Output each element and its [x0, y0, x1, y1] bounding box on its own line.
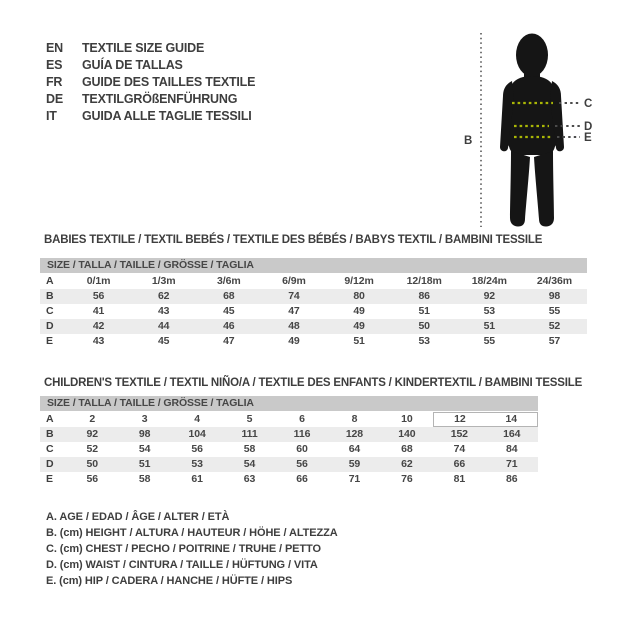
table-row [40, 289, 587, 304]
table-cell: 63 [243, 473, 256, 485]
children-table-rows [40, 412, 538, 487]
table-cell: 12/18m [406, 275, 442, 287]
table-cell: 58 [243, 443, 256, 455]
language-title: GUÍA DE TALLAS [82, 58, 183, 72]
table-cell: 56 [191, 443, 203, 455]
language-title: TEXTILE SIZE GUIDE [82, 41, 205, 55]
language-title-list [46, 40, 255, 125]
table-cell: 50 [418, 320, 430, 332]
language-row [46, 108, 255, 125]
table-cell: 68 [223, 290, 235, 302]
table-row [40, 457, 538, 472]
table-cell: 98 [138, 428, 151, 440]
legend-line-hip: E. (cm) HIP / CADERA / HANCHE / HÜFTE / HIPS [46, 575, 293, 587]
language-row [46, 91, 255, 108]
table-cell: 51 [418, 305, 430, 317]
table-cell: 0/1m [86, 275, 111, 287]
size-header-bar: SIZE / TALLA / TAILLE / GRÖSSE / TAGLIA [40, 396, 538, 411]
language-row [46, 57, 255, 74]
table-cell: 54 [243, 458, 256, 470]
table-row [40, 442, 538, 457]
table-cell: 47 [288, 305, 300, 317]
table-cell: 56 [92, 290, 105, 302]
children-section-title: CHILDREN'S TEXTILE / TEXTIL NIÑO/A / TEXTILE DES ENFANTS / KINDERTEXTIL / BAMBINI TESSILE [44, 377, 583, 389]
table-cell: 51 [138, 458, 151, 470]
language-row [46, 74, 255, 91]
babies-size-table [40, 258, 587, 349]
table-cell: 60 [296, 443, 308, 455]
table-cell: 5 [246, 413, 253, 425]
babies-table-rows [40, 274, 587, 349]
table-cell: 76 [401, 473, 413, 485]
language-row [46, 40, 255, 57]
table-cell: 152 [450, 428, 468, 440]
table-row [40, 427, 538, 442]
table-cell: 52 [548, 320, 561, 332]
table-cell: 61 [191, 473, 203, 485]
table-cell: 66 [453, 458, 466, 470]
table-cell: 164 [503, 428, 521, 440]
legend-line-waist: D. (cm) WAIST / CINTURA / TAILLE / HÜFTUNG / VITA [46, 559, 318, 571]
table-cell: 3/6m [217, 275, 241, 287]
row-label: D [46, 320, 54, 332]
table-cell: 128 [345, 428, 364, 440]
table-row [40, 319, 587, 334]
language-code: DE [46, 92, 63, 106]
table-cell: 66 [296, 473, 308, 485]
table-cell: 6/9m [282, 275, 306, 287]
child-silhouette [500, 34, 564, 227]
table-cell: 46 [223, 320, 235, 332]
table-cell: 45 [223, 305, 235, 317]
table-cell: 3 [141, 413, 148, 425]
babies-section-title: BABIES TEXTILE / TEXTIL BEBÉS / TEXTILE DES BÉBÉS / BABYS TEXTIL / BAMBINI TESSILE [44, 234, 543, 246]
table-cell: 55 [548, 305, 561, 317]
table-cell: 4 [194, 413, 200, 425]
row-label: D [46, 458, 54, 470]
row-label: C [46, 305, 54, 317]
language-title: GUIDA ALLE TAGLIE TESSILI [82, 109, 252, 123]
table-cell: 62 [157, 290, 170, 302]
children-size-table [40, 396, 538, 487]
table-cell: 71 [506, 458, 518, 470]
table-cell: 50 [86, 458, 98, 470]
language-code: ES [46, 58, 63, 72]
table-cell: 53 [418, 335, 430, 347]
table-cell: 43 [92, 335, 105, 347]
label-d: D [584, 121, 593, 133]
table-cell: 54 [138, 443, 151, 455]
label-c: C [584, 98, 593, 110]
row-label: C [46, 443, 54, 455]
measurement-legend [46, 509, 338, 589]
table-cell: 140 [398, 428, 416, 440]
table-cell: 71 [348, 473, 361, 485]
table-row [40, 334, 587, 349]
table-cell: 86 [506, 473, 518, 485]
language-code: IT [46, 109, 57, 123]
label-b: B [464, 135, 473, 147]
table-cell: 59 [348, 458, 361, 470]
language-code: FR [46, 75, 63, 89]
table-cell: 58 [138, 473, 151, 485]
table-cell: 56 [86, 473, 98, 485]
table-cell: 104 [188, 428, 206, 440]
table-cell: 51 [353, 335, 365, 347]
table-cell: 81 [453, 473, 466, 485]
label-e: E [584, 132, 592, 144]
table-cell: 56 [296, 458, 308, 470]
table-cell: 64 [348, 443, 361, 455]
table-cell: 48 [288, 320, 300, 332]
table-row [40, 274, 587, 289]
table-cell: 41 [92, 305, 105, 317]
table-cell: 42 [92, 320, 105, 332]
table-cell: 84 [506, 443, 518, 455]
table-cell: 24/36m [536, 275, 572, 287]
language-title: TEXTILGRÖßENFÜHRUNG [82, 92, 238, 106]
row-label: B [46, 428, 54, 440]
table-cell: 74 [453, 443, 466, 455]
table-cell: 51 [483, 320, 496, 332]
table-row [40, 304, 587, 319]
table-cell: 116 [293, 428, 311, 440]
language-code: EN [46, 41, 63, 55]
table-cell: 49 [353, 320, 365, 332]
language-title: GUIDE DES TAILLES TEXTILE [82, 75, 256, 89]
table-cell: 74 [288, 290, 300, 302]
table-cell: 10 [401, 413, 413, 425]
table-cell: 53 [191, 458, 203, 470]
table-cell: 6 [299, 413, 305, 425]
table-cell: 44 [157, 320, 170, 332]
table-row [40, 412, 538, 427]
size-header-bar: SIZE / TALLA / TAILLE / GRÖSSE / TAGLIA [40, 258, 587, 273]
table-cell: 47 [223, 335, 235, 347]
table-cell: 55 [483, 335, 496, 347]
table-cell: 2 [89, 413, 96, 425]
table-cell: 111 [241, 428, 258, 440]
legend-line-chest: C. (cm) CHEST / PECHO / POITRINE / TRUHE / PETTO [46, 543, 321, 555]
row-label: A [46, 413, 54, 425]
legend-line-height: B. (cm) HEIGHT / ALTURA / HAUTEUR / HÖHE / ALTEZZA [46, 527, 338, 539]
row-label: B [46, 290, 54, 302]
table-cell: 57 [548, 335, 561, 347]
table-cell: 14 [486, 412, 538, 427]
table-cell: 49 [288, 335, 300, 347]
table-cell: 80 [353, 290, 365, 302]
table-cell: 86 [418, 290, 430, 302]
table-cell: 49 [353, 305, 365, 317]
table-cell: 92 [86, 428, 98, 440]
child-silhouette-figure [460, 25, 610, 235]
table-cell: 1/3m [151, 275, 176, 287]
table-cell: 43 [157, 305, 170, 317]
table-cell: 53 [483, 305, 496, 317]
row-label: E [46, 335, 53, 347]
table-cell: 52 [86, 443, 98, 455]
table-cell: 92 [483, 290, 496, 302]
row-label: A [46, 275, 54, 287]
table-cell: 68 [401, 443, 413, 455]
table-cell: 98 [548, 290, 561, 302]
table-cell: 12 [433, 412, 485, 427]
table-cell: 18/24m [471, 275, 507, 287]
legend-line-age: A. AGE / EDAD / ÂGE / ALTER / ETÀ [46, 511, 230, 523]
row-label: E [46, 473, 53, 485]
table-cell: 62 [401, 458, 413, 470]
table-row [40, 472, 538, 487]
table-cell: 45 [157, 335, 170, 347]
table-cell: 8 [351, 413, 358, 425]
table-cell: 9/12m [344, 275, 374, 287]
